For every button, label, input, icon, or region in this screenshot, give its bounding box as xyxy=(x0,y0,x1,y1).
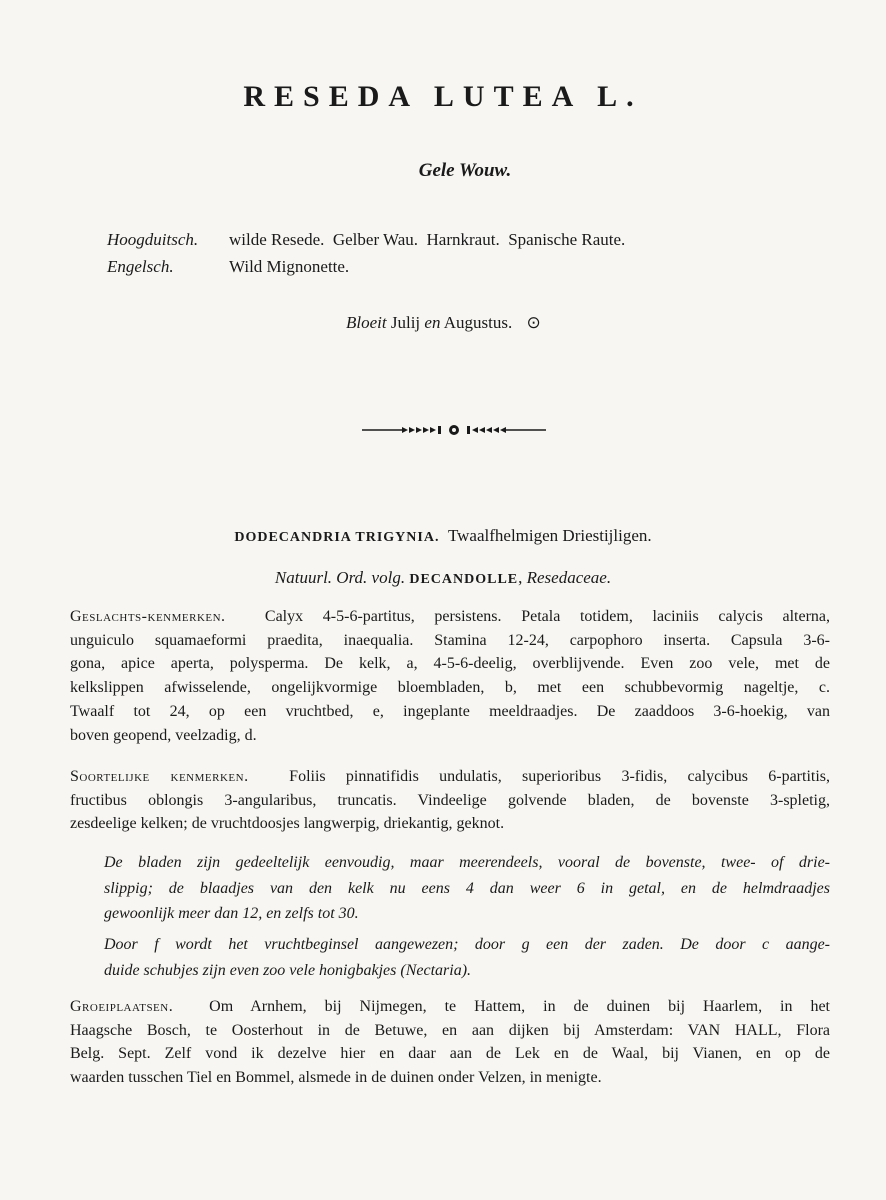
flowering-month: Augustus. xyxy=(443,313,513,332)
linnaean-class: DODECANDRIA TRIGYNIA. xyxy=(234,530,440,545)
text-line: slippig; de blaadjes van den kelk nu eens 4 dan weer 6 in getal, en de helmdraadjes xyxy=(104,879,830,897)
page-title: RESEDA LUTEA L. xyxy=(243,80,643,113)
annual-symbol-icon: ⊙ xyxy=(526,313,541,332)
text-line: zesdeelige kelken; de vruchtdoosjes langwerpig, driekantig, geknot. xyxy=(70,815,505,833)
text-line: Door f wordt het vruchtbeginsel aangewezen; door g een der zaden. De door c aange- xyxy=(104,936,830,953)
text-line: waarden tusschen Tiel en Bommel, alsmede in de duinen onder Velzen, in menigte. xyxy=(70,1069,602,1087)
text-line: kelkslippen afwisselende, ongelijkvormige bloembladen, b, met een schubbevormig nageltje, c. xyxy=(70,679,830,697)
genus-characters xyxy=(70,605,830,747)
text-line: gona, apice aperta, polysperma. De kelk, a, 4-5-6-deelig, overblijvende. Even zoo vele, met de xyxy=(70,655,830,673)
text-line: Groeiplaatsen. Om Arnhem, bij Nijmegen, te Hattem, in de duinen bij Haarlem, in het xyxy=(70,998,830,1015)
habitat xyxy=(70,995,830,1090)
text-line: fructibus oblongis 3-angularibus, truncatis. Vindeelige golvende bladen, de bovenste 3-spletig, xyxy=(70,791,830,809)
text-line: Haagsche Bosch, te Oosterhout in de Betuwe, en aan dijken bij Amsterdam: VAN HALL, Flora xyxy=(70,1021,830,1039)
classification-line xyxy=(0,526,886,546)
text-line: duide schubjes zijn even zoo vele honigbakjes (Nectaria). xyxy=(104,961,472,979)
vernacular-text: wilde Resede. Gelber Wau. Harnkraut. Spanische Raute. xyxy=(229,230,626,249)
vernacular-text: Wild Mignonette. xyxy=(229,257,350,276)
vernacular-row-german xyxy=(107,226,625,253)
language-label: Engelsch. xyxy=(107,257,174,276)
section-label: Geslachts-kenmerken. xyxy=(70,608,226,625)
text-line: Twaalf tot 24, op een vruchtbed, e, ingeplante meeldraadjes. De zaaddoos 3-6-hoekig, van xyxy=(70,702,830,720)
natural-order-line: Natuurl. Ord. volg. DECANDOLLE, Resedaceae. xyxy=(274,568,612,587)
dutch-class: Twaalfhelmigen Driestijligen. xyxy=(447,526,652,545)
flowering-label: Bloeit xyxy=(346,313,387,332)
flowering-line xyxy=(346,313,541,333)
subtitle: Gele Wouw. xyxy=(418,160,512,181)
note-figures xyxy=(104,932,830,983)
text-line: De bladen zijn gedeeltelijk eenvoudig, maar meerendeels, vooral de bovenste, twee- of drie- xyxy=(104,854,830,871)
vernacular-row-english xyxy=(107,253,625,280)
text-line: Geslachts-kenmerken. Calyx 4-5-6-partitus, persistens. Petala totidem, laciniis calycis alterna, xyxy=(70,608,831,625)
language-label: Hoogduitsch. xyxy=(107,230,199,249)
text-line: gewoonlijk meer dan 12, en zelfs tot 30. xyxy=(104,905,359,922)
text-line: Soortelijke kenmerken. Foliis pinnatifidis undulatis, superioribus 3-fidis, calycibus 6-partitis, xyxy=(70,768,831,785)
section-label: Soortelijke kenmerken. xyxy=(70,768,249,785)
author-name: DECANDOLLE xyxy=(409,572,519,587)
note-leaves xyxy=(104,850,830,927)
vernacular-names xyxy=(107,226,625,280)
flowering-month: Julij xyxy=(390,313,421,332)
flowering-conj: en xyxy=(424,313,441,332)
species-characters xyxy=(70,765,830,836)
text-line: unguiculo squamaeformi praedita, inaequalia. Stamina 12-24, carpophoro inserta. Capsula 3-6- xyxy=(70,631,830,649)
text-line: boven geopend, veelzadig, d. xyxy=(70,726,257,744)
text-line: Belg. Sept. Zelf vond ik dezelve hier en daar aan de Lek en de Waal, bij Vianen, en op de xyxy=(70,1045,830,1063)
ornament-divider xyxy=(362,423,546,437)
family-name: Resedaceae. xyxy=(526,568,612,587)
section-label: Groeiplaatsen. xyxy=(70,998,174,1015)
natural-order-prefix: Natuurl. Ord. volg. xyxy=(274,568,406,587)
